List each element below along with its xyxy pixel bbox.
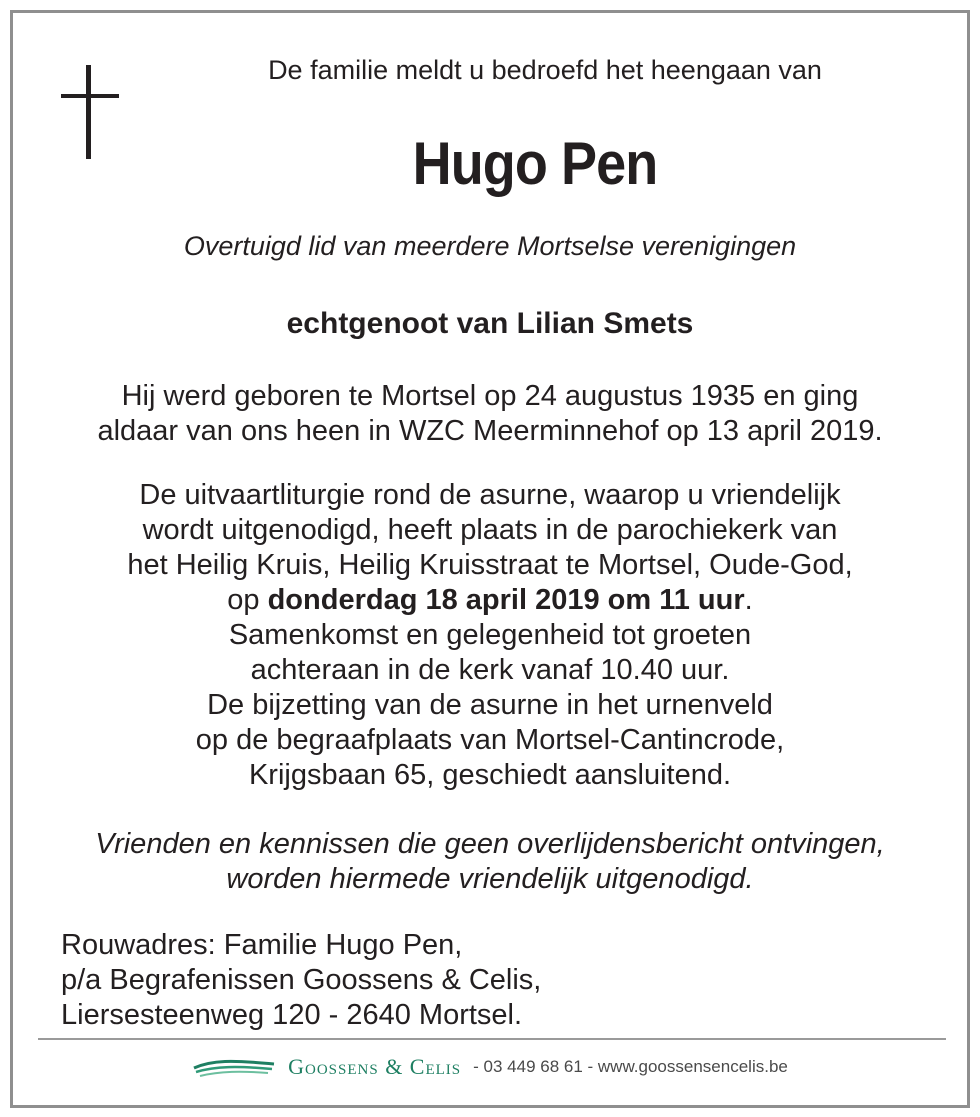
mourning-address xyxy=(61,928,541,1033)
tagline: Overtuigd lid van meerdere Mortselse verenigingen xyxy=(183,231,797,261)
service-line: De bijzetting van de asurne in het urnenveld xyxy=(207,689,773,721)
service-line: De uitvaartliturgie rond de asurne, waarop u vriendelijk xyxy=(139,479,841,511)
funeral-home-contact: - 03 449 68 61 - www.goossensencelis.be xyxy=(473,1057,788,1076)
spouse-line: echtgenoot van Lilian Smets xyxy=(286,307,694,340)
footer xyxy=(13,1047,967,1087)
wave-logo-icon xyxy=(192,1054,276,1080)
birth-paragraph xyxy=(13,379,967,449)
service-line: Samenkomst en gelegenheid tot groeten xyxy=(228,619,752,651)
service-line: het Heilig Kruis, Heilig Kruisstraat te Mortsel, Oude-God, xyxy=(127,549,853,581)
obituary-card xyxy=(10,10,970,1108)
service-line: op de begraafplaats van Mortsel-Cantincrode, xyxy=(195,724,785,756)
service-line: wordt uitgenodigd, heeft plaats in de parochiekerk van xyxy=(142,514,838,546)
invite-line: worden hiermede vriendelijk uitgenodigd. xyxy=(226,863,754,895)
footer-divider xyxy=(38,1038,946,1040)
service-date-line xyxy=(13,583,967,618)
service-line: achteraan in de kerk vanaf 10.40 uur. xyxy=(250,654,730,686)
address-line: Liersesteenweg 120 - 2640 Mortsel. xyxy=(61,999,523,1031)
address-line: Rouwadres: Familie Hugo Pen, xyxy=(61,929,463,961)
address-line: p/a Begrafenissen Goossens & Celis, xyxy=(61,964,542,996)
invitation-paragraph xyxy=(13,827,967,897)
funeral-home-name: Goossens & Celis xyxy=(288,1054,462,1079)
service-paragraph xyxy=(13,478,967,793)
service-line: Krijgsbaan 65, geschiedt aansluitend. xyxy=(248,759,732,791)
birth-line: Hij werd geboren te Mortsel op 24 augustus 1935 en ging xyxy=(121,380,859,412)
invite-line: Vrienden en kennissen die geen overlijdensbericht ontvingen, xyxy=(95,828,885,860)
deceased-name: Hugo Pen xyxy=(412,130,658,197)
service-date-suffix: . xyxy=(744,584,753,616)
birth-line: aldaar van ons heen in WZC Meerminnehof op 13 april 2019. xyxy=(97,415,883,447)
service-date-prefix: op xyxy=(227,584,268,616)
service-date: donderdag 18 april 2019 om 11 uur xyxy=(267,584,745,616)
intro-text: De familie meldt u bedroefd het heengaan van xyxy=(268,55,822,85)
